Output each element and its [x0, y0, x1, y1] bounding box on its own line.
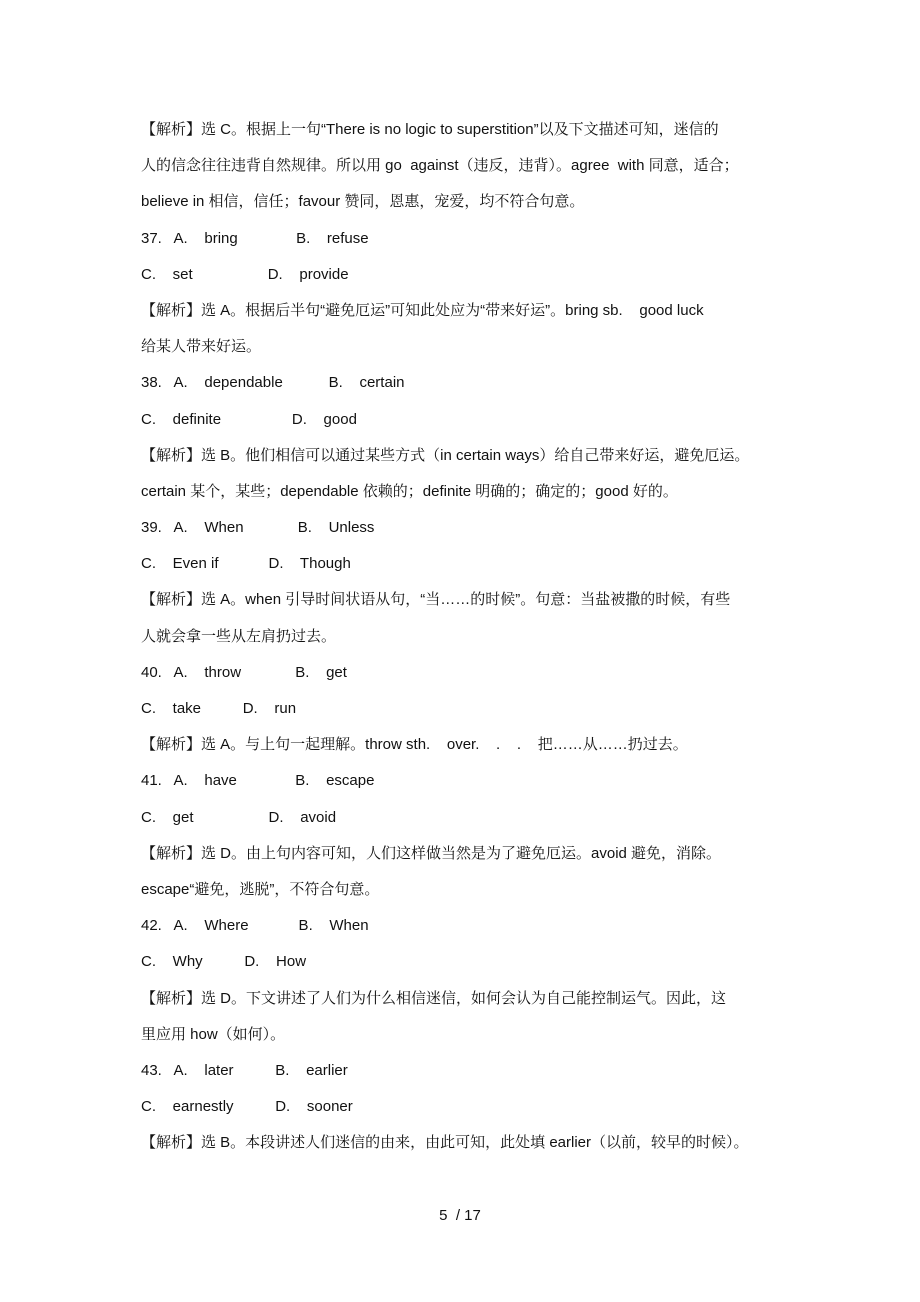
question-40-options-ab: 40. A. throw B. get	[141, 663, 347, 681]
explanation-37-line-1: 【解析】选 A。根据后半句“避免厄运”可知此处应为“带来好运”。bring sb. good luck	[141, 301, 704, 319]
explanation-42-line-2: 里应用 how（如何）。	[141, 1025, 286, 1043]
explanation-41-line-2: escape“避免，逃脱”，不符合句意。	[141, 880, 380, 898]
page-number: 5 / 17	[439, 1207, 481, 1224]
explanation-42-line-1: 【解析】选 D。下文讲述了人们为什么相信迷信，如何会认为自己能控制运气。因此，这	[141, 989, 727, 1007]
explanation-39-line-2: 人就会拿一些从左肩扔过去。	[141, 627, 337, 645]
question-40-options-cd: C. take D. run	[141, 700, 297, 717]
explanation-36-line-3: believe in 相信，信任；favour 赞同，恩惠，宠爱，均不符合句意。	[141, 193, 585, 211]
question-43-options-ab: 43. A. later B. earlier	[141, 1061, 348, 1079]
question-37-options-cd: C. set D. provide	[141, 265, 349, 283]
explanation-43-line-1: 【解析】选 B。本段讲述人们迷信的由来，由此可知，此处填 earlier（以前，较早的时候）。	[141, 1134, 749, 1152]
explanation-39-line-1: 【解析】选 A。when 引导时间状语从句，“当……的时候”。句意：当盐被撒的时候，有些	[141, 591, 731, 609]
page-content	[141, 118, 791, 1167]
question-38-options-ab: 38. A. dependable B. certain	[141, 374, 405, 392]
question-39-options-cd: C. Even if D. Though	[141, 555, 351, 573]
explanation-38-line-1: 【解析】选 B。他们相信可以通过某些方式（in certain ways）给自己带来好运，避免厄运。	[141, 446, 750, 464]
question-37-options-ab: 37. A. bring B. refuse	[141, 229, 369, 247]
question-43-options-cd: C. earnestly D. sooner	[141, 1098, 353, 1116]
explanation-38-line-2: certain 某个，某些；dependable 依赖的；definite 明确的；确定的；good 好的。	[141, 482, 678, 500]
explanation-41-line-1: 【解析】选 D。由上句内容可知，人们这样做当然是为了避免厄运。avoid 避免，消除。	[141, 844, 722, 862]
question-42-options-ab: 42. A. Where B. When	[141, 917, 369, 935]
explanation-36-line-1: 【解析】选 C。根据上一句“There is no logic to superstition”以及下文描述可知，迷信的	[141, 121, 719, 138]
question-41-options-ab: 41. A. have B. escape	[141, 772, 375, 790]
explanation-36-line-2: 人的信念往往违背自然规律。所以用 go against（违反，违背）。agree with 同意，适合；	[141, 157, 739, 175]
question-41-options-cd: C. get D. avoid	[141, 808, 337, 826]
explanation-37-line-2: 给某人带来好运。	[141, 338, 262, 356]
explanation-40-line-1: 【解析】选 A。与上句一起理解。throw sth. over. . . 把……从……扔过去。	[141, 736, 688, 754]
question-42-options-cd: C. Why D. How	[141, 953, 307, 971]
question-38-options-cd: C. definite D. good	[141, 410, 357, 428]
question-39-options-ab: 39. A. When B. Unless	[141, 519, 375, 537]
